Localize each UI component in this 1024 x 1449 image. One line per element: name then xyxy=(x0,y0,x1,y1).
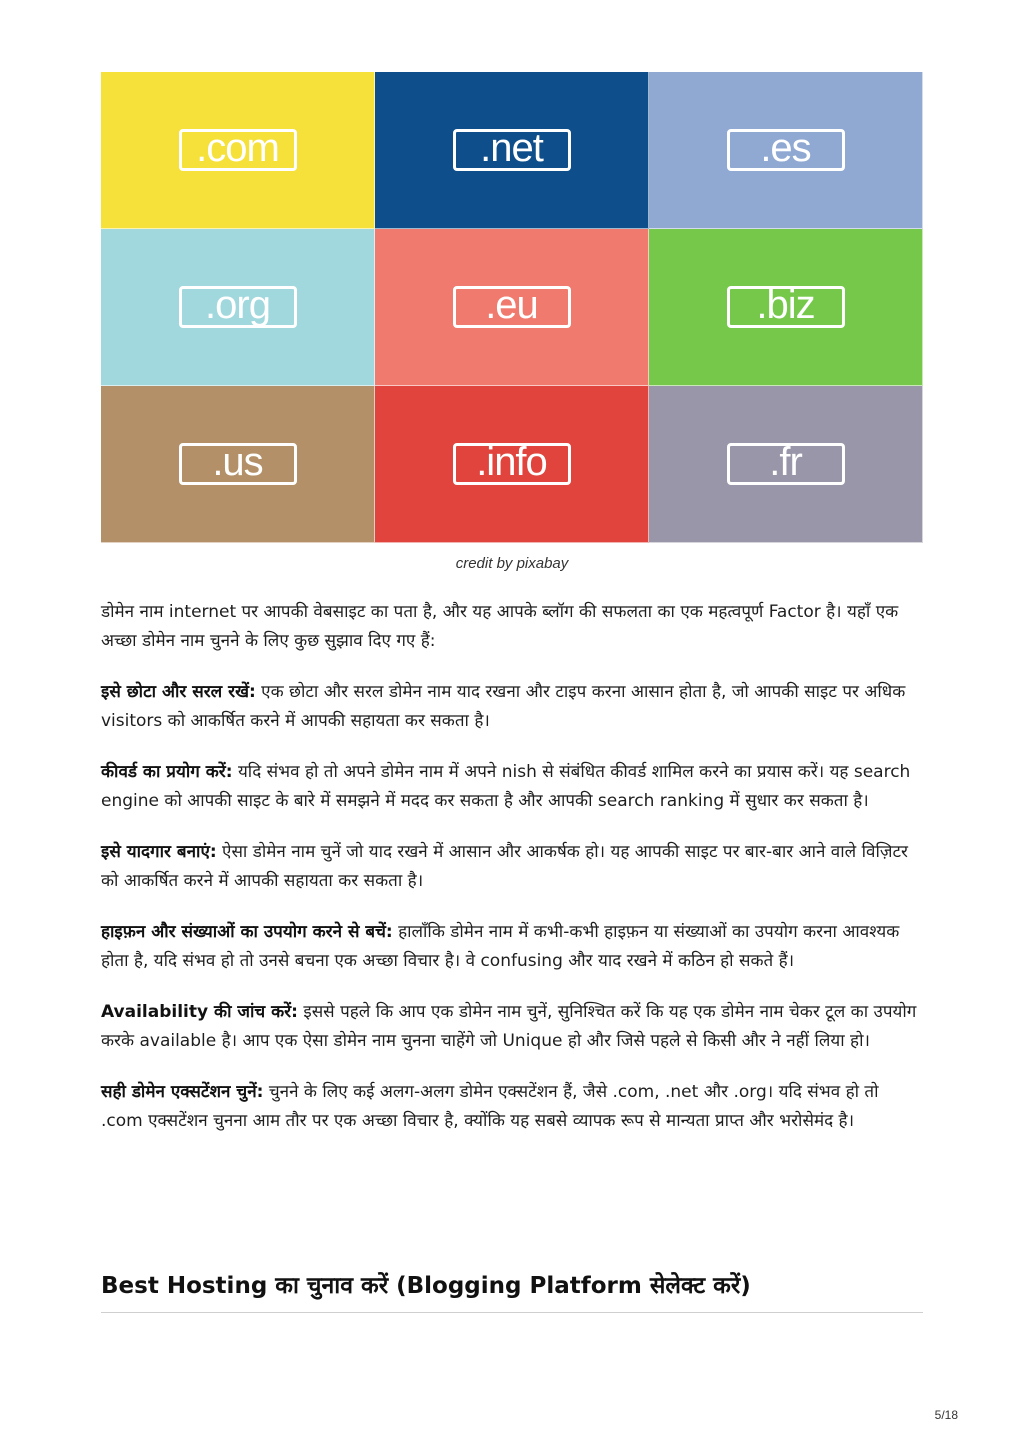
article-body xyxy=(101,598,923,1158)
page-number: 5/18 xyxy=(934,1408,958,1422)
tip-right-extension xyxy=(101,1078,923,1136)
image-credit: credit by pixabay xyxy=(455,555,569,572)
tld-label-eu: .eu xyxy=(453,286,571,328)
tld-label-org: .org xyxy=(179,286,297,328)
paragraph-lead: इसे छोटा और सरल रखें: xyxy=(101,682,256,702)
paragraph-lead: इसे यादगार बनाएं: xyxy=(101,842,217,862)
section-heading: Best Hosting का चुनाव करें (Blogging Platform सेलेक्ट करें) xyxy=(101,1268,923,1313)
paragraph-text: इससे पहले कि आप एक डोमेन नाम चुनें, सुनिश्चित करें कि यह एक डोमेन नाम चेकर टूल का उपयोग करके available है। आप एक ऐसा डोमेन नाम चुनना चाहेंगे जो Unique हो और जिसे पहले से किसी और ने नहीं लिया हो। xyxy=(101,1002,917,1051)
tld-label-info: .info xyxy=(453,443,571,485)
tld-label-es: .es xyxy=(727,129,845,171)
tile-biz xyxy=(649,229,923,386)
tip-use-keywords xyxy=(101,758,923,816)
tip-memorable xyxy=(101,838,923,896)
paragraph-text: ऐसा डोमेन नाम चुनें जो याद रखने में आसान और आकर्षक हो। यह आपकी साइट पर बार-बार आने वाले विज़िटर को आकर्षित करने में आपकी सहायता कर सकता है। xyxy=(101,842,908,891)
paragraph-lead: हाइफ़न और संख्याओं का उपयोग करने से बचें: xyxy=(101,922,393,942)
tile-eu xyxy=(375,229,649,386)
tile-us xyxy=(101,386,375,543)
domain-extensions-image xyxy=(101,72,923,543)
tld-label-com: .com xyxy=(179,129,297,171)
tip-avoid-hyphens xyxy=(101,918,923,976)
tile-org xyxy=(101,229,375,386)
paragraph-lead: सही डोमेन एक्सटेंशन चुनें: xyxy=(101,1082,264,1102)
paragraph-text: हालाँकि डोमेन नाम में कभी-कभी हाइफ़न या संख्याओं का उपयोग करना आवश्यक होता है, यदि संभव हो तो उनसे बचना एक अच्छा विचार है। वे confusing और याद रखने में कठिन हो सकते हैं। xyxy=(101,922,900,971)
tld-label-us: .us xyxy=(179,443,297,485)
tip-keep-short xyxy=(101,678,923,736)
tile-info xyxy=(375,386,649,543)
paragraph-lead: कीवर्ड का प्रयोग करें: xyxy=(101,762,233,782)
tile-net xyxy=(375,72,649,229)
paragraph-text: डोमेन नाम internet पर आपकी वेबसाइट का पता है, और यह आपके ब्लॉग की सफलता का एक महत्वपूर्ण Factor है। यहाँ एक अच्छा डोमेन नाम चुनने के लिए कुछ सुझाव दिए गए हैं: xyxy=(101,602,899,651)
paragraph-text: यदि संभव हो तो अपने डोमेन नाम में अपने nish से संबंधित कीवर्ड शामिल करने का प्रयास करें। यह search engine को आपकी साइट के बारे में समझने में मदद कर सकता है और आपकी search ranking में सुधार कर सकता है। xyxy=(101,762,911,811)
tip-check-availability xyxy=(101,998,923,1056)
tld-label-biz: .biz xyxy=(727,286,845,328)
paragraph-text: चुनने के लिए कई अलग-अलग डोमेन एक्सटेंशन हैं, जैसे .com, .net और .org। यदि संभव हो तो .com एक्सटेंशन चुनना आम तौर पर एक अच्छा विचार है, क्योंकि यह सबसे व्यापक रूप से मान्यता प्राप्त और भरोसेमंद है। xyxy=(101,1082,879,1131)
tld-label-net: .net xyxy=(453,129,571,171)
paragraph-text: एक छोटा और सरल डोमेन नाम याद रखना और टाइप करना आसान होता है, जो आपकी साइट पर अधिक visitors को आकर्षित करने में आपकी सहायता कर सकता है। xyxy=(101,682,906,731)
tile-es xyxy=(649,72,923,229)
intro-paragraph xyxy=(101,598,923,656)
tld-label-fr: .fr xyxy=(727,443,845,485)
tile-com xyxy=(101,72,375,229)
paragraph-lead: Availability की जांच करें: xyxy=(101,1002,298,1022)
tile-fr xyxy=(649,386,923,543)
